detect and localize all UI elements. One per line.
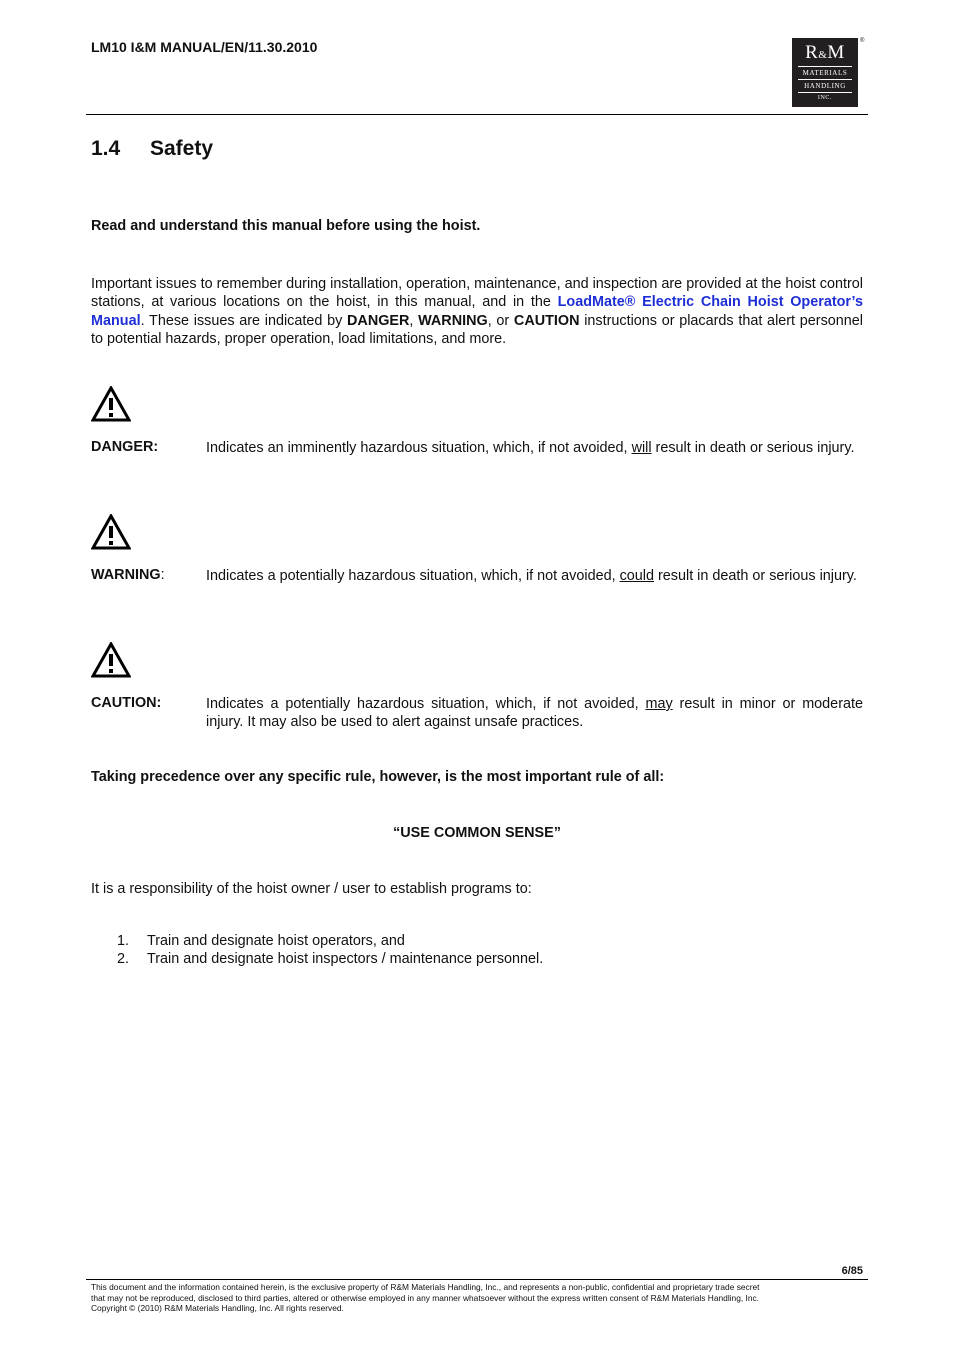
list-item: 1. Train and designate hoist operators, and — [117, 933, 405, 949]
section-title: Safety — [150, 137, 214, 160]
operator-manual-reference: LoadMate® Electric Chain Hoist Operator’s Manual — [91, 294, 864, 329]
caution-description: Indicates a potentially hazardous situation, which, if not avoided, may result in minor or moderate injury. It may also be used to alert against unsafe practices. — [206, 696, 863, 731]
logo-divider — [798, 92, 852, 93]
warning-keyword: WARNING — [418, 312, 488, 329]
caution-label: CAUTION: — [91, 695, 162, 711]
logo-line-inc: INC. — [817, 95, 833, 101]
company-logo — [792, 38, 858, 107]
warning-triangle-icon — [91, 514, 131, 550]
warning-triangle-icon — [91, 642, 131, 678]
section-heading — [91, 137, 213, 161]
logo-mark: R&M — [805, 42, 845, 63]
logo-divider — [798, 79, 852, 80]
list-item: 2. Train and designate hoist inspectors / maintenance personnel. — [117, 951, 544, 967]
responsibility-statement: It is a responsibility of the hoist owner / user to establish programs to: — [91, 881, 532, 897]
caution-keyword: CAUTION — [513, 312, 580, 329]
danger-keyword: DANGER — [347, 312, 410, 329]
logo-divider — [798, 66, 852, 67]
section-number: 1.4 — [91, 137, 121, 160]
intro-paragraph: Important issues to remember during installation, operation, maintenance, and inspection are provided at the hoist control stations, at various locations on the hoist, in this manual, and in the LoadMate® Electric Chain Hoist Operator’s Manual. These issues are indicated by DANGER, WARNING, or CAUTION instructions or placards that alert personnel to potential hazards, proper operation, load limitations, and more. — [91, 276, 864, 347]
precedence-statement: Taking precedence over any specific rule, however, is the most important rule of all: — [91, 769, 665, 785]
registered-mark: ® — [860, 38, 865, 44]
common-sense-rule: “USE COMMON SENSE” — [393, 825, 561, 841]
danger-label: DANGER: — [91, 439, 159, 455]
danger-description: Indicates an imminently hazardous situation, which, if not avoided, will result in death or serious injury. — [206, 440, 855, 456]
logo-line-handling: HANDLING — [804, 82, 846, 90]
warning-triangle-icon — [91, 386, 131, 422]
header-rule — [86, 114, 868, 115]
confidentiality-footer: This document and the information contained herein, is the exclusive property of R&M Materials Handling, Inc., and represents a non-public, confidential and proprietary trade secret that may not be reproduced, disclosed to third parties, altered or otherwise employed in any manner whatsoever without the express written consent of R&M Materials Handling, Inc. Copyright © (2010) R&M Materials Handling, Inc. All rights reserved. — [91, 1282, 760, 1313]
lead-statement: Read and understand this manual before using the hoist. — [91, 218, 481, 234]
document-id: LM10 I&M MANUAL/EN/11.30.2010 — [91, 39, 318, 55]
warning-description: Indicates a potentially hazardous situation, which, if not avoided, could result in death or serious injury. — [206, 568, 857, 584]
logo-line-materials: MATERIALS — [802, 69, 848, 77]
warning-label: WARNING: — [91, 567, 165, 583]
page-number: 6/85 — [841, 1265, 863, 1277]
footer-rule — [86, 1279, 868, 1280]
